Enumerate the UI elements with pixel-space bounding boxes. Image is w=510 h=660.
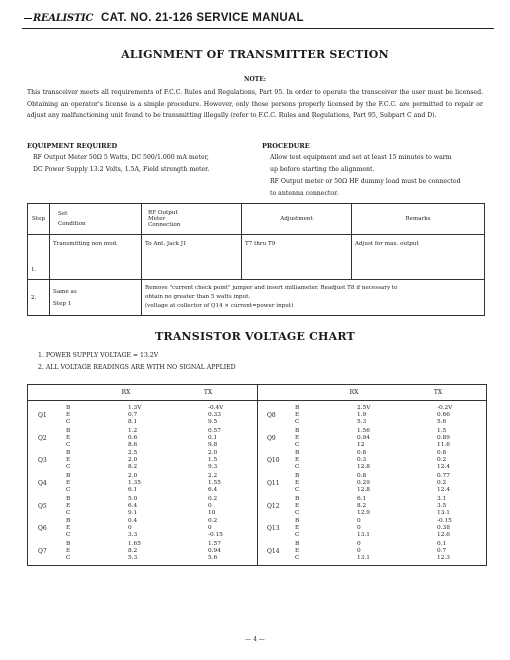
voltage-row <box>28 450 257 457</box>
transistor-label: Q3 <box>38 457 47 465</box>
tx-voltage: 0.2 <box>208 495 218 502</box>
tx-voltage: 0.38 <box>437 525 450 532</box>
transistor-label: Q1 <box>38 412 47 419</box>
transistor-group-q5 <box>28 496 257 519</box>
rx-voltage: 6.4 <box>128 502 138 509</box>
voltage-row <box>28 412 257 419</box>
page-number: — 4 — <box>245 636 265 643</box>
header-step: Step <box>28 204 50 235</box>
tx-voltage: 2.0 <box>208 450 218 457</box>
row2-condition <box>50 280 142 316</box>
row2-instr-line1: Remove "current check point" jumper and insert milliameter. Readjust T8 if necessary to <box>145 285 398 291</box>
tx-voltage: 3.1 <box>437 495 447 502</box>
pin-label: C <box>295 532 300 539</box>
tx-voltage: 0.2 <box>208 518 218 525</box>
rx-voltage: 9.1 <box>128 509 138 516</box>
tx-voltage: 12.3 <box>437 555 450 562</box>
header-rf-line2: Meter <box>148 216 166 222</box>
tx-voltage: 0.77 <box>437 473 450 480</box>
rx-voltage: 0 <box>357 541 361 548</box>
rx-voltage: 5.0 <box>128 495 138 502</box>
transistor-group-q4 <box>28 473 257 496</box>
header-set-condition <box>50 204 142 235</box>
header-adjustment: Adjustment <box>242 204 352 235</box>
left-rx-label: RX <box>121 389 131 396</box>
voltage-note-1: 1. POWER SUPPLY VOLTAGE = 13.2V <box>38 352 159 359</box>
transistor-group-q11 <box>257 473 486 496</box>
rx-voltage: 12 <box>357 441 365 448</box>
tx-voltage: 3.5 <box>437 502 447 509</box>
transistor-group-q8 <box>257 405 486 428</box>
rx-voltage: 0 <box>357 518 361 525</box>
pin-label: B <box>66 405 71 411</box>
pin-label: C <box>66 555 71 562</box>
tx-voltage: 11.6 <box>437 441 450 448</box>
alignment-table-header <box>28 204 485 235</box>
rx-voltage: 0.6 <box>128 434 138 441</box>
rx-voltage: 13.1 <box>357 555 370 562</box>
rx-voltage: 0 <box>357 548 361 555</box>
voltage-row <box>257 428 486 435</box>
voltage-row <box>257 435 486 442</box>
pin-label: C <box>66 441 71 448</box>
rx-voltage: 0.4 <box>128 518 138 525</box>
voltage-row <box>257 496 486 503</box>
row2-condition-line2: Step 1 <box>53 300 72 307</box>
header-rule <box>22 28 494 29</box>
pin-label: E <box>295 434 300 441</box>
tx-voltage: 0.66 <box>437 412 450 418</box>
transistor-group-q14 <box>257 541 486 564</box>
pin-label: B <box>66 450 71 457</box>
header-rf-line3: Connection <box>148 222 181 228</box>
transistor-group-q13 <box>257 518 486 541</box>
tx-voltage: 9.8 <box>208 441 218 448</box>
rx-voltage: 8.2 <box>128 548 138 555</box>
rx-voltage: 3.3 <box>128 532 138 539</box>
manual-title: CAT. NO. 21-126 SERVICE MANUAL <box>101 12 304 24</box>
tx-voltage: 0.7 <box>437 548 447 555</box>
rx-voltage: 8.1 <box>128 419 138 425</box>
pin-label: E <box>66 457 71 464</box>
pin-label: B <box>295 405 300 411</box>
pin-label: B <box>295 450 300 457</box>
tx-voltage: 2.2 <box>208 473 218 480</box>
voltage-title: TRANSISTOR VOLTAGE CHART <box>155 330 355 343</box>
pin-label: B <box>66 473 71 480</box>
voltage-row <box>257 555 486 562</box>
transistor-label: Q2 <box>38 434 47 442</box>
pin-label: C <box>295 487 300 494</box>
header-condition-line: Condition <box>58 221 86 227</box>
header-rf-output <box>142 204 242 235</box>
row2-instr-line2: obtain no greater than 5 watts input. <box>145 294 251 300</box>
voltage-row <box>28 541 257 548</box>
pin-label: E <box>66 502 71 509</box>
voltage-row <box>28 525 257 532</box>
pin-label: C <box>295 509 300 516</box>
pin-label: B <box>295 427 300 434</box>
voltage-row <box>28 496 257 503</box>
voltage-row <box>28 457 257 464</box>
pin-label: E <box>295 457 300 464</box>
voltage-row <box>257 412 486 419</box>
tx-voltage: 6.4 <box>208 487 218 494</box>
voltage-row <box>28 555 257 562</box>
pin-label: C <box>66 509 71 516</box>
voltage-row <box>28 405 257 412</box>
tx-voltage: 0.2 <box>437 457 447 464</box>
pin-label: E <box>66 525 71 532</box>
row1-condition: Transmitting non mod. <box>50 235 142 280</box>
voltage-row <box>257 419 486 426</box>
right-transistor-rows <box>257 405 486 564</box>
rx-voltage: 12.9 <box>357 509 370 516</box>
pin-label: B <box>295 541 300 548</box>
transistor-label: Q13 <box>267 525 280 533</box>
equipment-heading: EQUIPMENT REQUIRED <box>27 142 118 150</box>
rx-voltage: 0.29 <box>357 480 370 487</box>
transistor-label: Q5 <box>38 502 47 510</box>
pin-label: E <box>295 548 300 555</box>
voltage-chart <box>27 384 487 566</box>
voltage-row <box>257 457 486 464</box>
transistor-group-q2 <box>28 428 257 451</box>
voltage-row <box>257 464 486 471</box>
voltage-row <box>28 428 257 435</box>
pin-label: C <box>66 419 71 425</box>
pin-label: E <box>66 548 71 555</box>
pin-label: E <box>295 412 300 418</box>
left-tx-label: TX <box>203 389 213 396</box>
voltage-row <box>28 480 257 487</box>
voltage-row <box>28 419 257 426</box>
transistor-label: Q12 <box>267 502 280 510</box>
transistor-label: Q4 <box>38 480 47 488</box>
row2-step: 2. <box>28 280 50 316</box>
tx-voltage: 9.3 <box>208 464 218 471</box>
voltage-row <box>257 548 486 555</box>
rx-voltage: 0.94 <box>357 434 370 441</box>
row1-step: 1. <box>28 235 50 280</box>
pin-label: E <box>66 412 71 418</box>
tx-voltage: 1.5 <box>437 427 447 434</box>
voltage-row <box>257 510 486 517</box>
rx-voltage: 5.3 <box>128 555 138 562</box>
rx-voltage: 2.5V <box>357 405 371 411</box>
voltage-row <box>28 464 257 471</box>
pin-label: B <box>295 495 300 502</box>
rx-voltage: 12.8 <box>357 464 370 471</box>
tx-voltage: 9.5 <box>208 419 218 425</box>
transistor-group-q12 <box>257 496 486 519</box>
tx-voltage: 10 <box>208 509 216 516</box>
tx-voltage: 1.55 <box>208 480 221 487</box>
rx-voltage: 5.3 <box>357 419 367 425</box>
right-tx-label: TX <box>433 389 443 396</box>
pin-label: B <box>295 518 300 525</box>
equipment-line: RF Output Meter 50Ω 5 Watts, DC 500/1.000 mA meter, <box>33 154 209 161</box>
alignment-row-2 <box>28 280 485 316</box>
pin-label: C <box>66 532 71 539</box>
pin-label: E <box>66 480 71 487</box>
tx-voltage: 0.8 <box>437 450 447 457</box>
transistor-label: Q7 <box>38 548 47 556</box>
tx-voltage: 0.57 <box>208 427 221 434</box>
note-label: NOTE: <box>244 76 266 83</box>
pin-label: B <box>66 541 71 548</box>
tx-voltage: 0.1 <box>208 434 218 441</box>
procedure-list <box>270 152 461 200</box>
pin-label: E <box>295 525 300 532</box>
voltage-row <box>257 541 486 548</box>
tx-voltage: -0.15 <box>437 518 452 525</box>
voltage-row <box>257 405 486 412</box>
rx-voltage: 1.65 <box>128 541 141 548</box>
transistor-group-q10 <box>257 450 486 473</box>
transistor-group-q7 <box>28 541 257 564</box>
tx-voltage: 5.6 <box>437 419 447 425</box>
rx-voltage: 1.56 <box>357 427 370 434</box>
rx-voltage: 12.8 <box>357 487 370 494</box>
tx-voltage: 0.1 <box>437 541 447 548</box>
procedure-line: up before starting the alignment. <box>270 166 375 173</box>
rx-voltage: 2.0 <box>128 473 138 480</box>
voltage-row <box>257 487 486 494</box>
pin-label: B <box>66 427 71 434</box>
tx-voltage: 1.57 <box>208 541 221 548</box>
voltage-row <box>28 510 257 517</box>
pin-label: E <box>295 480 300 487</box>
voltage-row <box>28 435 257 442</box>
alignment-title: ALIGNMENT OF TRANSMITTER SECTION <box>121 48 389 61</box>
header-remarks: Remarks <box>352 204 485 235</box>
voltage-row <box>257 503 486 510</box>
transistor-label: Q6 <box>38 525 47 533</box>
rx-voltage: 8.2 <box>357 502 367 509</box>
left-transistor-rows <box>28 405 257 564</box>
rx-voltage: 6.1 <box>357 495 367 502</box>
tx-voltage: 12.4 <box>437 464 450 471</box>
tx-voltage: 0.89 <box>437 434 450 441</box>
procedure-line: to antenna connector. <box>270 190 339 197</box>
rx-voltage: 1.3V <box>128 405 142 411</box>
tx-voltage: 0.94 <box>208 548 221 555</box>
voltage-row <box>28 442 257 449</box>
row2-instr-line3: (voltage at collector of Q14 × current=power input) <box>145 303 294 309</box>
header-rf-line1: RF Output <box>148 210 178 216</box>
voltage-row <box>257 518 486 525</box>
right-rx-label: RX <box>349 389 359 396</box>
rx-voltage: 13.1 <box>357 532 370 539</box>
rx-voltage: 1.9 <box>357 412 367 418</box>
row1-connection: To Ant. Jack J1 <box>142 235 242 280</box>
tx-voltage: 0.2 <box>437 480 447 487</box>
rx-voltage: 6.1 <box>128 487 138 494</box>
pin-label: C <box>295 419 300 425</box>
transistor-group-q1 <box>28 405 257 428</box>
tx-voltage: -0.2V <box>437 405 453 411</box>
voltage-note-2: 2. ALL VOLTAGE READINGS ARE WITH NO SIGNAL APPLIED <box>38 364 236 371</box>
voltage-row <box>28 473 257 480</box>
tx-voltage: 12.6 <box>437 532 450 539</box>
rx-voltage: 0.3 <box>357 457 367 464</box>
voltage-row <box>28 518 257 525</box>
note-text: This transceiver meets all requirements of F.C.C. Rules and Regulations, Part 95. In order to operate the transceiver the user must be licensed. Obtaining an operator's license is a simple procedure. However, only those persons properly licensed by the F.C.C. are permitted to repair or adjust any malfunctioning unit found to be transmitting illegally (refer to F.C.C. Rules and Regulations, Part 95, Subpart C and D). <box>27 89 483 120</box>
pin-label: C <box>295 555 300 562</box>
rx-voltage: 0 <box>357 525 361 532</box>
row1-adjustment: T7 thru T9 <box>242 235 352 280</box>
pin-label: C <box>66 487 71 494</box>
transistor-label: Q11 <box>267 480 280 488</box>
pin-label: E <box>295 502 300 509</box>
transistor-label: Q9 <box>267 434 276 442</box>
tx-voltage: 12.4 <box>437 487 450 494</box>
voltage-row <box>28 487 257 494</box>
brand-logo: REALISTIC <box>24 13 93 24</box>
tx-voltage: 5.6 <box>208 555 218 562</box>
tx-voltage: 1.5 <box>208 457 218 464</box>
transistor-label: Q14 <box>267 548 280 556</box>
tx-voltage: -0.15 <box>208 532 223 539</box>
equipment-line: DC Power Supply 13.2 Volts, 1.5A, Field strength meter. <box>33 166 210 173</box>
pin-label: B <box>66 495 71 502</box>
voltage-row <box>257 480 486 487</box>
rx-voltage: 0.8 <box>357 473 367 480</box>
alignment-row-1 <box>28 235 485 280</box>
rx-voltage: 0.7 <box>128 412 138 418</box>
tx-voltage: 13.1 <box>437 509 450 516</box>
tx-voltage: 0 <box>208 525 212 532</box>
voltage-row <box>257 532 486 539</box>
transistor-group-q6 <box>28 518 257 541</box>
voltage-row <box>257 473 486 480</box>
row1-remarks: Adjust for max. output <box>352 235 485 280</box>
pin-label: B <box>66 518 71 525</box>
voltage-row <box>28 532 257 539</box>
rx-voltage: 1.35 <box>128 480 141 487</box>
procedure-line: Allow test equipment and set at least 15 minutes to warm <box>270 154 452 161</box>
row2-condition-line1: Same as <box>53 288 77 295</box>
voltage-row <box>257 525 486 532</box>
rx-voltage: 0 <box>128 525 132 532</box>
pin-label: B <box>295 473 300 480</box>
pin-label: C <box>295 441 300 448</box>
procedure-heading: PROCEDURE <box>262 142 310 150</box>
pin-label: E <box>66 434 71 441</box>
tx-voltage: 0.33 <box>208 412 221 418</box>
header-set-line: Set <box>58 211 68 217</box>
alignment-table <box>27 203 485 316</box>
transistor-label: Q10 <box>267 457 280 465</box>
rx-voltage: 2.5 <box>128 450 138 457</box>
transistor-group-q3 <box>28 450 257 473</box>
transistor-label: Q8 <box>267 412 276 419</box>
pin-label: C <box>66 464 71 471</box>
tx-voltage: 0 <box>208 502 212 509</box>
rx-voltage: 1.2 <box>128 427 138 434</box>
tx-voltage: -0.4V <box>208 405 224 411</box>
equipment-list <box>33 152 209 176</box>
voltage-row <box>257 450 486 457</box>
procedure-line: RF Output meter or 50Ω HF dummy load must be connected <box>270 178 461 185</box>
row2-instructions <box>142 280 485 316</box>
page-header <box>24 10 304 26</box>
voltage-row <box>28 503 257 510</box>
voltage-row <box>28 548 257 555</box>
rx-voltage: 2.0 <box>128 457 138 464</box>
transistor-group-q9 <box>257 428 486 451</box>
rx-voltage: 0.8 <box>357 450 367 457</box>
voltage-row <box>257 442 486 449</box>
pin-label: C <box>295 464 300 471</box>
rx-voltage: 8.6 <box>128 441 138 448</box>
rx-voltage: 8.2 <box>128 464 138 471</box>
chart-header-rule <box>28 400 486 401</box>
